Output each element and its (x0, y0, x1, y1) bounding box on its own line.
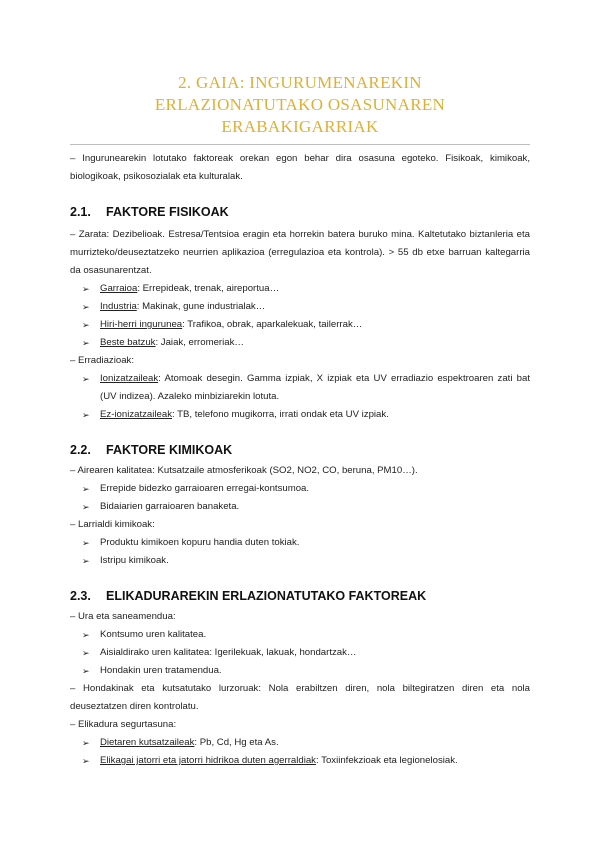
bullet-term: Beste batzuk (100, 337, 156, 348)
arrow-bullet-icon: ➢ (82, 630, 90, 640)
bullet-item (70, 316, 530, 334)
noise-paragraph: – Zarata: Dezibelioak. Estresa/Tentsioa eragin eta horrekin batera buruko mina. Kaltetutako biztanleria eta murrizteko/deuseztatzeko neurrien aplikazioa (erregulazioa eta kontrola). > 55 db etxe barruan kaltegarria da osasunarentzat. (70, 229, 530, 276)
bullet-text: Aisialdirako uren kalitatea: Igerilekuak, lakuak, hondartzak… (100, 647, 357, 658)
bullet-item (70, 298, 530, 316)
bullet-item (70, 334, 530, 352)
arrow-bullet-icon: ➢ (82, 410, 90, 420)
food-safety-paragraph: – Elikadura segurtasuna: (70, 719, 177, 730)
bullet-term: Dietaren kutsatzaileak (100, 737, 195, 748)
arrow-bullet-icon: ➢ (82, 284, 90, 294)
section-heading-2-1 (70, 204, 530, 220)
arrow-bullet-icon: ➢ (82, 538, 90, 548)
title-line-1: 2. GAIA: INGURUMENAREKIN (178, 73, 422, 92)
water-paragraph: – Ura eta saneamendua: (70, 611, 176, 622)
arrow-bullet-icon: ➢ (82, 648, 90, 658)
section-title: ELIKADURAREKIN ERLAZIONATUTAKO FAKTOREAK (106, 589, 427, 603)
bullet-text: : Atomoak desegin. Gamma izpiak, X izpiak eta UV erradiazio espektroaren zati bat (UV indizea). Azaleko minbiziarekin lotuta. (100, 373, 530, 402)
bullet-text: Hondakin uren tratamendua. (100, 665, 222, 676)
bullet-text: : Toxiinfekzioak eta legionelosiak. (315, 755, 458, 766)
arrow-bullet-icon: ➢ (82, 502, 90, 512)
bullet-text: Kontsumo uren kalitatea. (100, 629, 207, 640)
section-heading-2-3 (70, 588, 530, 604)
arrow-bullet-icon: ➢ (82, 374, 90, 384)
bullet-term: Hiri-herri ingurunea (100, 319, 183, 330)
bullet-text: Bidaiarien garraioaren banaketa. (100, 501, 240, 512)
air-quality-paragraph: – Airearen kalitatea: Kutsatzaile atmosferikoak (SO2, NO2, CO, beruna, PM10…). (70, 465, 418, 476)
arrow-bullet-icon: ➢ (82, 338, 90, 348)
bullet-text: : Makinak, gune industrialak… (136, 301, 266, 312)
arrow-bullet-icon: ➢ (82, 302, 90, 312)
section-number: 2.1. (70, 205, 91, 219)
arrow-bullet-icon: ➢ (82, 738, 90, 748)
section-title: FAKTORE KIMIKOAK (106, 443, 233, 457)
section-title: FAKTORE FISIKOAK (106, 205, 229, 219)
arrow-bullet-icon: ➢ (82, 556, 90, 566)
document-title (70, 72, 530, 138)
bullet-text: : Pb, Cd, Hg eta As. (194, 737, 279, 748)
bullet-text: : Trafikoa, obrak, aparkalekuak, tailerrak… (182, 319, 363, 330)
bullet-item (70, 280, 530, 298)
bullet-item (70, 480, 530, 498)
bullet-item (70, 644, 530, 662)
bullet-text: : Jaiak, erromeriak… (155, 337, 244, 348)
section-heading-2-2 (70, 442, 530, 458)
arrow-bullet-icon: ➢ (82, 666, 90, 676)
bullet-term: Garraioa (100, 283, 138, 294)
bullet-term: Ez-ionizatzaileak (100, 409, 172, 420)
bullet-item (70, 734, 530, 752)
bullet-item (70, 662, 530, 680)
bullet-term: Ionizatzaileak (100, 373, 159, 384)
intro-paragraph: – Ingurunearekin lotutako faktoreak orekan egon behar dira osasuna egoteko. Fisikoak, kimikoak, biologikoak, psikosozialak eta kulturalak. (70, 153, 530, 182)
bullet-text: Istripu kimikoak. (100, 555, 169, 566)
bullet-term: Elikagai jatorri eta jatorri hidrikoa duten agerraldiak (100, 755, 316, 766)
radiation-paragraph: – Erradiazioak: (70, 355, 134, 366)
bullet-term: Industria (100, 301, 137, 312)
title-divider (70, 144, 530, 145)
bullet-item (70, 534, 530, 552)
bullet-text: : Errepideak, trenak, aireportua… (137, 283, 280, 294)
bullet-text: : TB, telefono mugikorra, irrati ondak eta UV izpiak. (172, 409, 389, 420)
section-number: 2.2. (70, 443, 91, 457)
document-body (70, 150, 530, 770)
bullet-item (70, 406, 530, 424)
bullet-text: Produktu kimikoen kopuru handia duten tokiak. (100, 537, 300, 548)
bullet-item (70, 498, 530, 516)
bullet-item (70, 752, 530, 770)
title-line-3: ERABAKIGARRIAK (221, 117, 379, 136)
bullet-item (70, 552, 530, 570)
waste-paragraph: – Hondakinak eta kutsatutako lurzoruak: Nola erabiltzen diren, nola biltegiratzen diren eta nola deuseztatzen diren kontrolatu. (70, 683, 530, 712)
bullet-text: Errepide bidezko garraioaren erregai-kontsumoa. (100, 483, 310, 494)
arrow-bullet-icon: ➢ (82, 484, 90, 494)
arrow-bullet-icon: ➢ (82, 756, 90, 766)
bullet-item (70, 626, 530, 644)
title-line-2: ERLAZIONATUTAKO OSASUNAREN (154, 95, 446, 114)
arrow-bullet-icon: ➢ (82, 320, 90, 330)
bullet-item (70, 370, 530, 406)
section-number: 2.3. (70, 589, 91, 603)
chemical-emergency-paragraph: – Larrialdi kimikoak: (70, 519, 155, 530)
